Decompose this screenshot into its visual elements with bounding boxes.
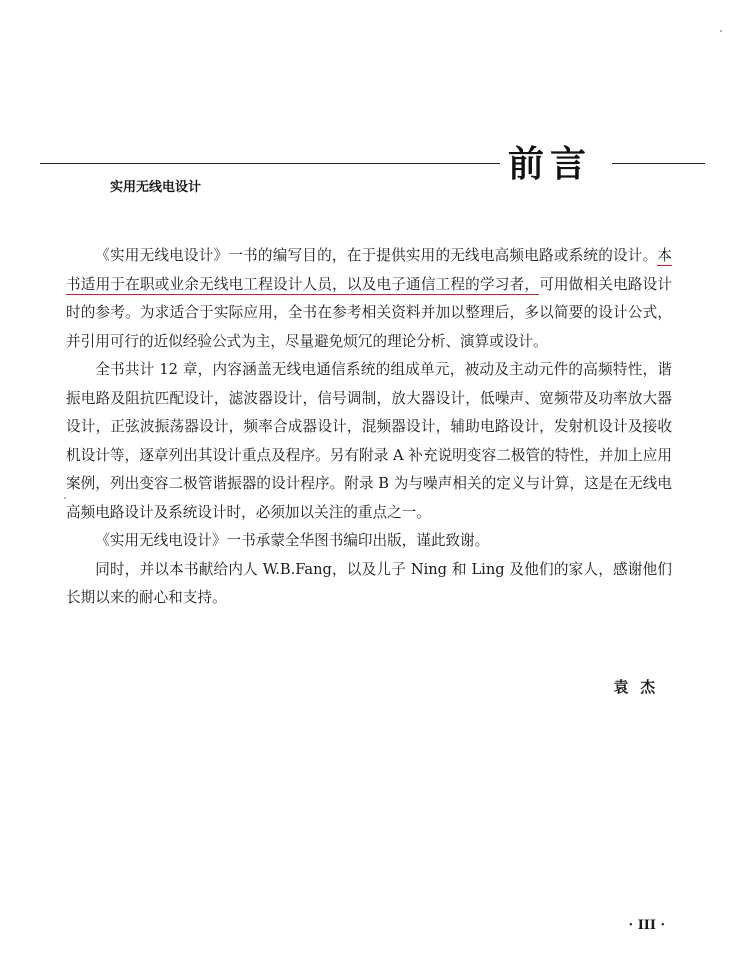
header-rule-left	[40, 163, 500, 164]
paragraph-3: 《实用无线电设计》一书承蒙全华图书编印出版，谨此致谢。	[95, 532, 490, 549]
paragraph-2: 全书共计 12 章，内容涵盖无线电通信系统的组成单元，被动及主动元件的高频特性，谐振电路及阻抗匹配设计，滤波器设计，信号调制，放大器设计，低噪声、宽频带及功率放大器设计，正弦波振荡器设计，频率合成器设计，混频器设计，辅助电路设计，发射机设计及接收机设计等，逐章列出其设计重点及程序。另有附录 A 补充说明变容二极管的特性，并加上应用案例，列出变容二极管谐振器的设计程序。附录 B 为与噪声相关的定义与计算，这是在无线电高频电路设计及系统设计时，必须加以关注的重点之一。	[66, 361, 672, 521]
paragraph-1-start: 《实用无线电设计》一书的编写目的，在于提供实用的无线电高频电路或系统的设计。	[95, 247, 658, 264]
highlighted-sentence: 本书适用于在职或业余无线电工程设计人员，以及电子通信工程的学习者，	[66, 247, 672, 293]
paragraph-1-end: 可用做相关电路设计时的参考。为求适合于实际应用，全书在参考相关资料并加以整理后，多以简要的设计公式，并引用可行的近似经验公式为主，尽量避免烦冗的理论分析、演算或设计。	[66, 275, 672, 350]
header-rule-right	[612, 163, 705, 164]
preface-heading: 前言	[508, 144, 593, 185]
page-number: · III ·	[628, 918, 665, 933]
author-signature: 袁杰	[613, 679, 667, 696]
scan-speck	[720, 30, 722, 32]
preface-body	[66, 242, 672, 613]
paragraph-4: 同时，并以本书献给内人 W.B.Fang，以及儿子 Ning 和 Ling 及他们的家人，感谢他们长期以来的耐心和支持。	[66, 560, 672, 606]
running-title: 实用无线电设计	[110, 180, 202, 195]
paragraph-1	[66, 242, 672, 356]
scan-speck	[64, 497, 66, 499]
